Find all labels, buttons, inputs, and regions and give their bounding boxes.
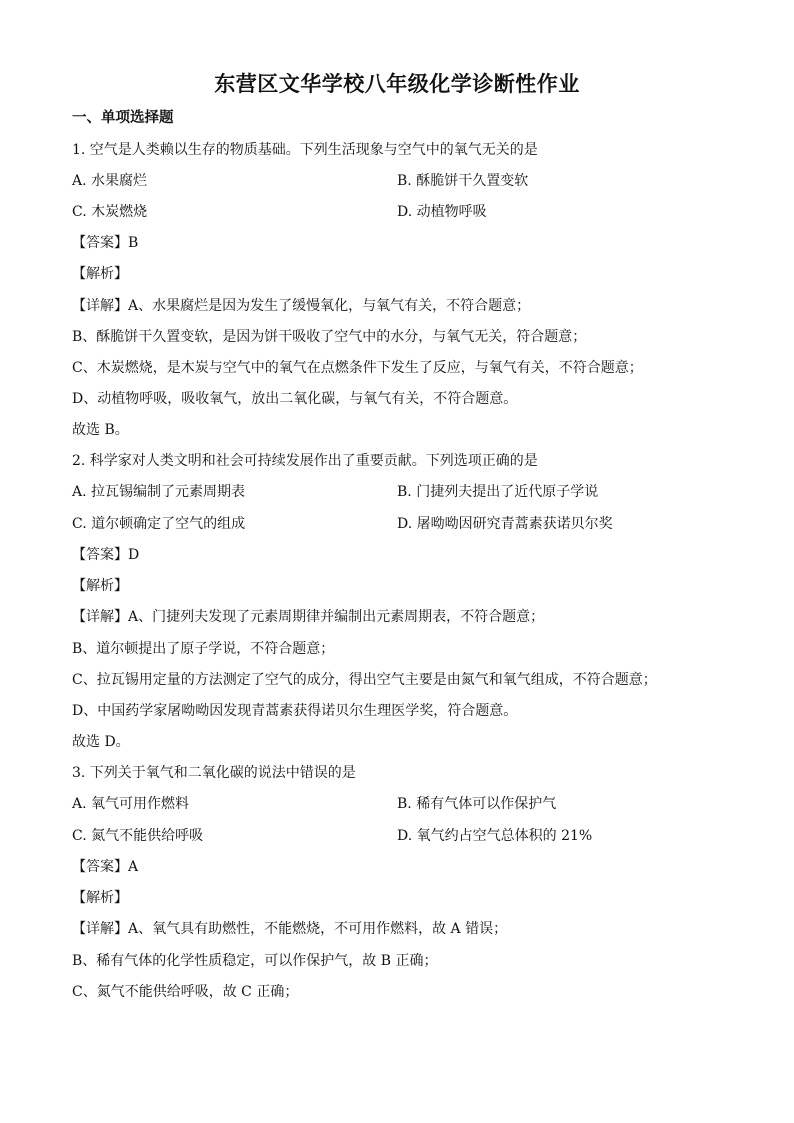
detail-label: 【详解】 <box>72 298 128 314</box>
question-3-option-a: A. 氧气可用作燃料 <box>72 796 190 812</box>
question-1-answer <box>72 233 732 253</box>
answer-value: A <box>128 859 139 875</box>
question-3-option-c: C. 氮气不能供给呼吸 <box>72 828 204 844</box>
answer-label: 【答案】 <box>72 235 128 251</box>
question-3-stem: 3. 下列关于氧气和二氧化碳的说法中错误的是 <box>72 765 356 781</box>
question-2-option-c: C. 道尔顿确定了空气的组成 <box>72 516 246 532</box>
question-1-option-d: D. 动植物呼吸 <box>397 204 487 220</box>
answer-value: B <box>128 235 139 251</box>
question-3-option-d: D. 氧气约占空气总体积的 21% <box>397 828 593 844</box>
question-1-option-c: C. 木炭燃烧 <box>72 204 148 220</box>
question-2-option-d: D. 屠呦呦因研究青蒿素获诺贝尔奖 <box>397 516 613 532</box>
question-1-detail-3: C、木炭燃烧，是木炭与空气中的氧气在点燃条件下发生了反应，与氧气有关，不符合题意； <box>72 360 643 376</box>
document-title: 东营区文华学校八年级化学诊断性作业 <box>214 71 580 96</box>
question-2-detail-4: D、中国药学家屠呦呦因发现青蒿素获得诺贝尔生理医学奖，符合题意。 <box>72 703 518 719</box>
question-2-option-a: A. 拉瓦锡编制了元素周期表 <box>72 484 246 500</box>
question-1-detail-4: D、动植物呼吸，吸收氧气，放出二氧化碳，与氧气有关，不符合题意。 <box>72 391 518 407</box>
detail-label: 【详解】 <box>72 921 128 937</box>
detail-text: A、氧气具有助燃性，不能燃烧，不可用作燃料，故 A 错误； <box>128 921 508 937</box>
question-3-detail-1 <box>72 919 732 939</box>
question-3-answer <box>72 857 732 877</box>
answer-label: 【答案】 <box>72 859 128 875</box>
question-2-analysis-label: 【解析】 <box>72 578 128 594</box>
question-1-stem: 1. 空气是人类赖以生存的物质基础。下列生活现象与空气中的氧气无关的是 <box>72 142 538 158</box>
question-3-option-b: B. 稀有气体可以作保护气 <box>397 796 557 812</box>
question-2-detail-1 <box>72 607 732 627</box>
question-1-analysis-label: 【解析】 <box>72 266 128 282</box>
question-3-detail-2: B、稀有气体的化学性质稳定，可以作保护气，故 B 正确； <box>72 953 438 969</box>
question-3-detail-3: C、氮气不能供给呼吸，故 C 正确； <box>72 984 299 1000</box>
answer-value: D <box>128 547 140 563</box>
question-1-detail-1 <box>72 296 732 316</box>
question-2-conclusion: 故选 D。 <box>72 734 130 750</box>
detail-text: A、水果腐烂是因为发生了缓慢氧化，与氧气有关，不符合题意； <box>128 298 531 314</box>
question-1-option-b: B. 酥脆饼干久置变软 <box>397 173 529 189</box>
question-2-answer <box>72 545 732 565</box>
question-2-detail-3: C、拉瓦锡用定量的方法测定了空气的成分，得出空气主要是由氮气和氧气组成，不符合题意； <box>72 672 657 688</box>
question-1-detail-2: B、酥脆饼干久置变软，是因为饼干吸收了空气中的水分，与氧气无关，符合题意； <box>72 329 587 345</box>
question-1-conclusion: 故选 B。 <box>72 422 129 438</box>
question-2-detail-2: B、道尔顿提出了原子学说，不符合题意； <box>72 641 335 657</box>
question-2-stem: 2. 科学家对人类文明和社会可持续发展作出了重要贡献。下列选项正确的是 <box>72 453 538 469</box>
detail-label: 【详解】 <box>72 609 128 625</box>
question-2-option-b: B. 门捷列夫提出了近代原子学说 <box>397 484 599 500</box>
section-heading: 一、单项选择题 <box>72 109 174 126</box>
answer-label: 【答案】 <box>72 547 128 563</box>
detail-text: A、门捷列夫发现了元素周期律并编制出元素周期表，不符合题意； <box>128 609 545 625</box>
question-1-option-a: A. 水果腐烂 <box>72 173 148 189</box>
question-3-analysis-label: 【解析】 <box>72 890 128 906</box>
